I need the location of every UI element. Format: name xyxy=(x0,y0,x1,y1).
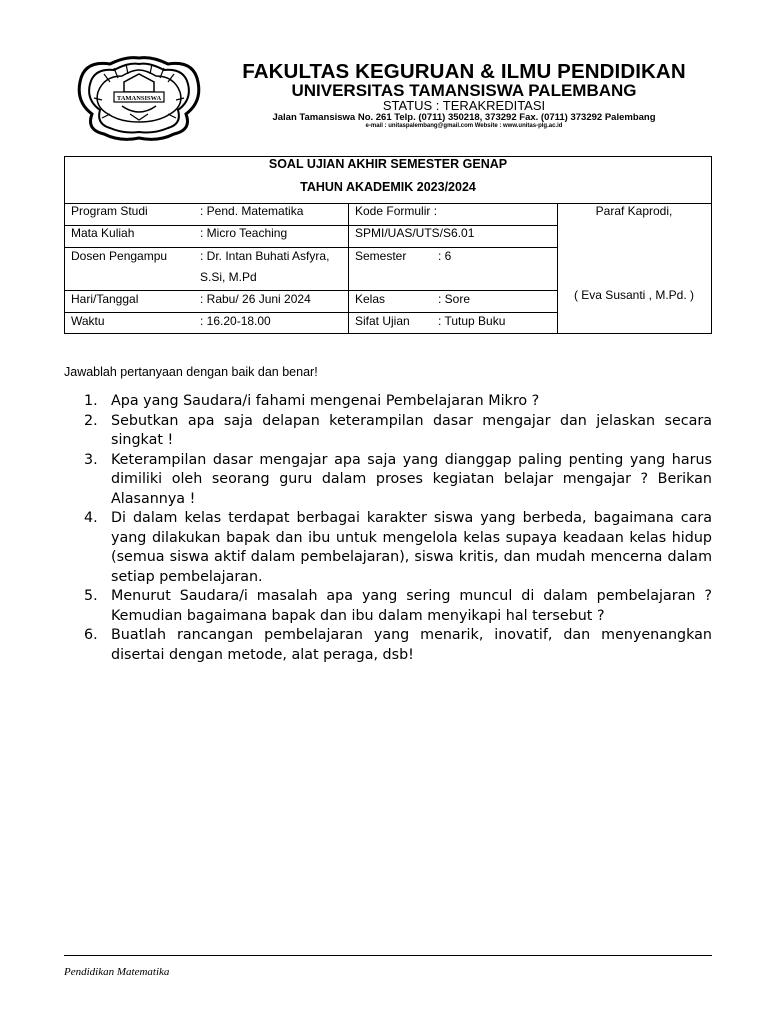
hari-tanggal-label: Hari/Tanggal xyxy=(71,292,139,306)
kode-formulir-value: SPMI/UAS/UTS/S6.01 xyxy=(355,226,475,240)
waktu-value: : 16.20-18.00 xyxy=(200,314,271,328)
divider xyxy=(65,312,557,313)
paraf-kaprodi-label: Paraf Kaprodi, xyxy=(595,204,673,218)
question-text: Apa yang Saudara/i fahami mengenai Pembelajaran Mikro ? xyxy=(111,393,540,409)
semester-label: Semester xyxy=(355,249,407,263)
address: Jalan Tamansiswa No. 261 Telp. (0711) 350218, 373292 Fax. (0711) 373292 Palembang xyxy=(272,112,656,123)
question-number: 1. xyxy=(84,393,98,409)
letterhead xyxy=(64,52,716,144)
divider xyxy=(65,247,557,248)
divider xyxy=(348,203,349,334)
dosen-value-line2: S.Si, M.Pd xyxy=(200,270,257,284)
divider xyxy=(557,203,558,334)
hari-tanggal-value: : Rabu/ 26 Juni 2024 xyxy=(200,292,311,306)
question-text: Buatlah rancangan pembelajaran yang menarik, inovatif, dan menyenangkan disertai dengan metode, alat peraga, dsb! xyxy=(111,627,712,663)
contact-info: e-mail : unitaspalembang@gmail.com Website : www.unitas-plg.ac.id xyxy=(365,123,563,129)
question-item xyxy=(84,587,712,626)
kode-formulir-label: Kode Formulir : xyxy=(355,204,438,218)
divider xyxy=(65,225,557,226)
question-text: Keterampilan dasar mengajar apa saja yang dianggap paling penting yang harus dimiliki oleh seorang guru dalam proses kegiatan belajar mengajar ? Berikan Alasannya ! xyxy=(111,451,712,507)
academic-year: TAHUN AKADEMIK 2023/2024 xyxy=(300,180,476,194)
kelas-label: Kelas xyxy=(355,292,386,306)
logo-text: TAMANSISWA xyxy=(116,95,162,102)
exam-info-box xyxy=(64,156,712,334)
kelas-value: : Sore xyxy=(438,292,471,306)
question-number: 4. xyxy=(84,510,98,526)
question-item xyxy=(84,392,712,412)
dosen-label: Dosen Pengampu xyxy=(71,249,168,263)
footer-divider xyxy=(64,955,712,956)
accreditation-status: STATUS : TERAKREDITASI xyxy=(382,98,546,113)
sifat-ujian-label: Sifat Ujian xyxy=(355,314,410,328)
question-item xyxy=(84,451,712,510)
waktu-label: Waktu xyxy=(71,314,105,328)
question-list xyxy=(84,392,712,665)
question-number: 5. xyxy=(84,588,98,604)
footer-text: Pendidikan Matematika xyxy=(64,966,170,978)
program-studi-value: : Pend. Matematika xyxy=(200,204,304,218)
semester-value: : 6 xyxy=(438,249,452,263)
question-item xyxy=(84,509,712,587)
question-item xyxy=(84,412,712,451)
university-logo xyxy=(74,52,204,144)
mata-kuliah-label: Mata Kuliah xyxy=(71,226,135,240)
question-number: 3. xyxy=(84,451,98,468)
dosen-value: : Dr. Intan Buhati Asfyra, xyxy=(200,249,330,263)
question-item xyxy=(84,626,712,665)
mata-kuliah-value: : Micro Teaching xyxy=(200,226,288,240)
faculty-name: FAKULTAS KEGURUAN & ILMU PENDIDIKAN xyxy=(242,60,686,83)
kaprodi-name: ( Eva Susanti , M.Pd. ) xyxy=(573,288,695,302)
divider xyxy=(65,290,557,291)
question-text: Di dalam kelas terdapat berbagai karakter siswa yang berbeda, bagaimana cara yang dilakukan bapak dan ibu untuk mengelola kelas supaya keadaan kelas hidup (semua siswa aktif dalam pembelajaran), siswa kritis, dan mudah mencerna dalam setiap pembelajaran. xyxy=(111,510,712,585)
question-number: 6. xyxy=(84,627,98,643)
question-number: 2. xyxy=(84,412,98,429)
university-name: UNIVERSITAS TAMANSISWA PALEMBANG xyxy=(291,81,637,100)
exam-title: SOAL UJIAN AKHIR SEMESTER GENAP xyxy=(268,157,508,171)
sifat-ujian-value: : Tutup Buku xyxy=(438,314,506,328)
question-text: Menurut Saudara/i masalah apa yang sering muncul di dalam pembelajaran ? Kemudian bagaimana bapak dan ibu dalam menyikapi hal tersebut ? xyxy=(111,588,712,624)
question-text: Sebutkan apa saja delapan keterampilan dasar mengajar dan jelaskan secara singkat ! xyxy=(111,412,712,448)
instruction: Jawablah pertanyaan dengan baik dan benar! xyxy=(64,365,318,379)
program-studi-label: Program Studi xyxy=(71,204,148,218)
